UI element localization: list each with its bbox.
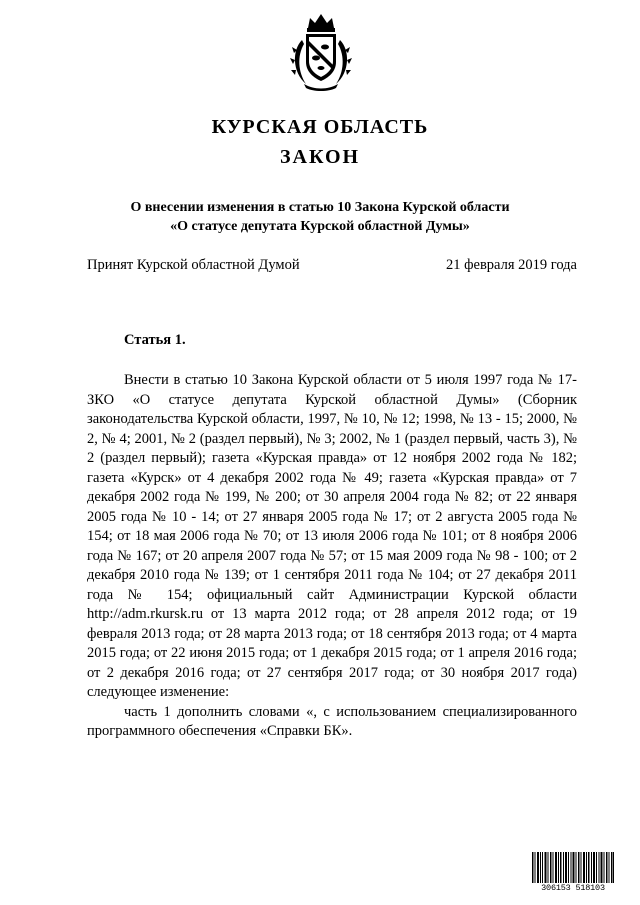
barcode-bars: [532, 852, 614, 883]
region-title: КУРСКАЯ ОБЛАСТЬ: [211, 116, 429, 138]
barcode-number: 306153 518103: [541, 883, 605, 893]
law-subtitle: [0, 198, 640, 236]
coat-of-arms-emblem: [288, 10, 354, 92]
article-paragraph: часть 1 дополнить словами «, с использованием специализированного программного обеспечения «Справки БК».: [87, 703, 577, 739]
subtitle-line-2: «О статусе депутата Курской областной Думы»: [170, 219, 470, 234]
subtitle-line-1: О внесении изменения в статью 10 Закона Курской области: [130, 200, 510, 215]
barcode: [532, 852, 614, 894]
barcode-graphic: [532, 852, 614, 883]
document-type-title: ЗАКОН: [279, 146, 361, 168]
adoption-date: 21 февраля 2019 года: [445, 257, 577, 273]
article-heading: Статья 1.: [124, 332, 186, 348]
article-paragraph: Внести в статью 10 Закона Курской области от 5 июля 1997 года № 17-ЗКО «О статусе депутата Курской областной Думы» (Сборник законодательства Курской области, 1997, № 10, № 12; 1998, № 13 - 15; 2000, № 2, № 4; 2001, № 2 (раздел первый), № 3; 2002, № 1 (раздел первый, часть 3), № 2 (раздел первый); газета «Курская правда» от 12 ноября 2002 года № 182; газета «Курск» от 4 декабря 2002 года № 49; газета «Курская правда» от 7 декабря 2002 года № 199, № 200; от 30 апреля 2004 года № 82; от 22 января 2005 года № 10 - 14; от 27 января 2005 года № 17; от 2 августа 2005 года № 154; от 18 мая 2006 года № 70; от 13 июля 2006 года № 101; от 8 ноября 2006 года № 167; от 20 апреля 2007 года № 57; от 15 мая 2009 года № 98 - 100; от 2 декабря 2010 года № 139; от 1 сентября 2011 года № 104; от 27 декабря 2011 года № 154; официальный сайт Администрации Курской области http://adm.rkursk.ru от 13 марта 2012 года; от 28 апреля 2012 года; от 19 февраля 2013 года; от 28 марта 2013 года; от 18 сентября 2013 года; от 4 марта 2015 года; от 22 июня 2015 года; от 1 декабря 2015 года; от 1 апреля 2016 года; от 2 декабря 2016 года; от 27 сентября 2017 года; от 30 ноября 2017 года) следующее изменение:: [87, 372, 577, 700]
article-body: [87, 371, 577, 742]
adoption-line: [87, 257, 577, 274]
adopted-by: Принят Курской областной Думой: [87, 257, 300, 273]
